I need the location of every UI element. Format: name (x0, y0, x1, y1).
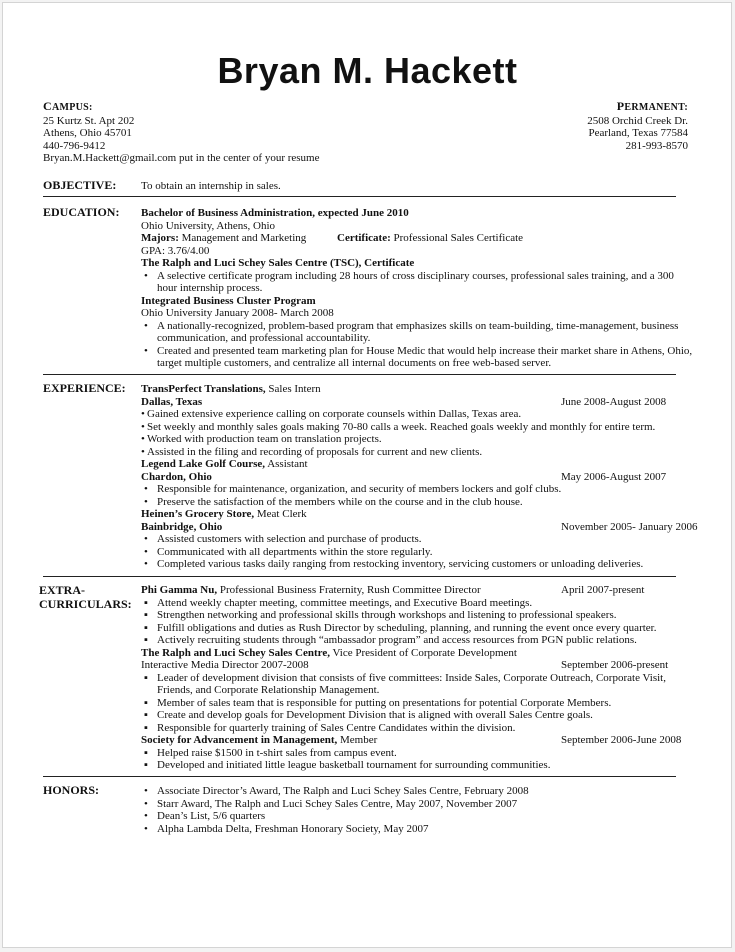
job-location-row: Dallas, Texas June 2008-August 2008 (141, 395, 667, 408)
list-item: • Set weekly and monthly sales goals making 70-80 calls a week. Reached goals weekly and monthly for entire term. (141, 420, 656, 433)
list-item: ▪ Developed and initiated little league basketball tournament for surrounding communities. (144, 759, 551, 771)
campus-line: Athens, Ohio 45701 (43, 127, 132, 139)
education-label: EDUCATION: (43, 205, 120, 219)
job-bullets (141, 408, 696, 458)
list-item: • Preserve the satisfaction of the members while on the course and in the club house. (144, 495, 523, 508)
campus-line: 25 Kurtz St. Apt 202 (43, 114, 135, 127)
program-title: The Ralph and Luci Schey Sales Centre (TSC), Certificate (141, 257, 415, 269)
honors-label: HONORS: (43, 783, 100, 797)
campus-address (43, 100, 443, 165)
divider (43, 374, 676, 375)
list-item: • Completed various tasks daily ranging from restocking inventory, servicing customers or unloading deliveries. (144, 558, 644, 570)
program-title: Integrated Business Cluster Program (141, 294, 316, 307)
job-header: TransPerfect Translations, Sales Intern (141, 383, 321, 395)
list-item: ▪ Strengthen networking and professional skills through workshops and listening to professional speakers. (144, 609, 617, 621)
list-item: ▪ Create and develop goals for Development Division that is aligned with overall Sales Centre goals. (144, 709, 593, 721)
divider (43, 196, 676, 197)
list-item: • Gained extensive experience calling on corporate counsels within Dallas, Texas area. (141, 408, 522, 420)
list-item: • Starr Award, The Ralph and Luci Schey Sales Centre, May 2007, November 2007 (144, 797, 518, 810)
activity-sub-row: Interactive Media Director 2007-2008 September 2006-present (141, 659, 669, 671)
objective-label: OBJECTIVE: (43, 178, 117, 192)
job-location-row: Chardon, Ohio May 2006-August 2007 (141, 470, 667, 483)
degree: Bachelor of Business Administration, expected June 2010 (141, 207, 409, 219)
list-item: ▪ Fulfill obligations and duties as Rush Director by scheduling, planning, and running the event once every quarter. (144, 621, 657, 634)
permanent-heading: PERMANENT: (616, 99, 688, 113)
activity-header: The Ralph and Luci Schey Sales Centre, Vice President of Corporate Development (141, 646, 517, 659)
activity-bullets (141, 672, 696, 735)
gpa: GPA: 3.76/4.00 (141, 244, 210, 257)
list-item: • Alpha Lambda Delta, Freshman Honorary Society, May 2007 (144, 822, 429, 835)
resume-name: Bryan M. Hackett (217, 50, 518, 91)
activity-header: Society for Advancement in Management, Member September 2006-June 2008 (141, 734, 682, 746)
list-item: • Created and presented team marketing plan for House Medic that would help increase their market share in Athens, Ohio, target multiple customers, and centralize all internal documents on free web-based server. (144, 344, 693, 369)
list-item: • Associate Director’s Award, The Ralph and Luci Schey Sales Centre, February 2008 (144, 785, 529, 797)
list-item: • Worked with production team on translation projects. (141, 433, 382, 445)
honors-bullets (141, 785, 696, 835)
job-header: Legend Lake Golf Course, Assistant (141, 458, 308, 470)
list-item: • Assisted in the filing and recording of proposals for current and new clients. (141, 445, 483, 458)
job-date: November 2005- January 2006 (561, 520, 698, 533)
list-item: • Responsible for maintenance, organization, and security of members lockers and golf clubs. (144, 483, 562, 495)
job-date: June 2008-August 2008 (561, 395, 667, 408)
school: Ohio University, Athens, Ohio (141, 219, 276, 232)
certificate: Certificate: Professional Sales Certificate (337, 232, 524, 244)
divider (43, 576, 676, 577)
permanent-line: 2508 Orchid Creek Dr. (587, 114, 688, 127)
list-item: ▪ Helped raise $1500 in t-shirt sales from campus event. (144, 746, 397, 759)
job-bullets (141, 483, 696, 508)
extracurriculars-content (141, 584, 696, 772)
majors-row (141, 232, 696, 245)
activity-bullets (141, 597, 696, 647)
education-content (141, 207, 696, 370)
program-bullets (141, 270, 696, 295)
permanent-address (428, 100, 688, 152)
activity-bullets (141, 747, 696, 772)
program-bullets (141, 320, 696, 370)
majors-value: Management and Marketing (178, 232, 307, 244)
job-bullets (141, 533, 696, 571)
job-date: May 2006-August 2007 (561, 470, 667, 483)
experience-label: EXPERIENCE: (43, 381, 126, 395)
list-item: ▪ Leader of development division that consists of five committees: Inside Sales, Corporate Outreach, Corporate Visit, Friends, and Corporate Relationship Management. (144, 671, 666, 696)
objective-text: To obtain an internship in sales. (141, 180, 281, 192)
extracurriculars-label: EXTRA- CURRICULARS: (39, 583, 132, 611)
majors-label: Majors: (141, 232, 179, 244)
list-item: • Dean’s List, 5/6 quarters (144, 810, 266, 822)
list-item: • A nationally-recognized, problem-based program that emphasizes skills on team-building, time-management, business communication, and professional accountability. (144, 319, 679, 344)
list-item: ▪ Responsible for quarterly training of Sales Centre Candidates within the division. (144, 721, 516, 734)
honors-content (141, 785, 696, 835)
list-item: ▪ Attend weekly chapter meeting, committee meetings, and Executive Board meetings. (144, 596, 533, 609)
permanent-phone: 281-993-8570 (625, 139, 688, 152)
experience-content (141, 383, 696, 571)
list-item: • A selective certificate program including 28 hours of cross disciplinary courses, professional sales training, and a 300 hour internship process. (144, 269, 674, 294)
job-location-row: Bainbridge, Ohio November 2005- January 2006 (141, 520, 698, 533)
list-item: • Assisted customers with selection and purchase of products. (144, 533, 422, 545)
objective-section (43, 179, 693, 193)
permanent-line: Pearland, Texas 77584 (588, 127, 688, 139)
program-subtitle: Ohio University January 2008- March 2008 (141, 307, 334, 319)
campus-heading: CAMPUS: (43, 99, 93, 113)
list-item: • Communicated with all departments within the store regularly. (144, 545, 433, 558)
activity-date: April 2007-present (561, 584, 645, 596)
list-item: ▪ Member of sales team that is responsible for putting on presentations for potential Corporate Members. (144, 696, 612, 709)
list-item: ▪ Actively recruiting students through “ambassador program” and access resources from PGN public relations. (144, 634, 637, 646)
activity-date: September 2006-present (561, 659, 669, 671)
divider (43, 776, 676, 777)
job-header: Heinen’s Grocery Store, Meat Clerk (141, 508, 307, 520)
campus-phone: 440-796-9412 (43, 139, 106, 152)
campus-email: Bryan.M.Hackett@gmail.com put in the center of your resume (43, 152, 320, 164)
activity-date: September 2006-June 2008 (561, 734, 682, 746)
activity-header: Phi Gamma Nu, Professional Business Fraternity, Rush Committee Director April 2007-present (141, 584, 645, 596)
